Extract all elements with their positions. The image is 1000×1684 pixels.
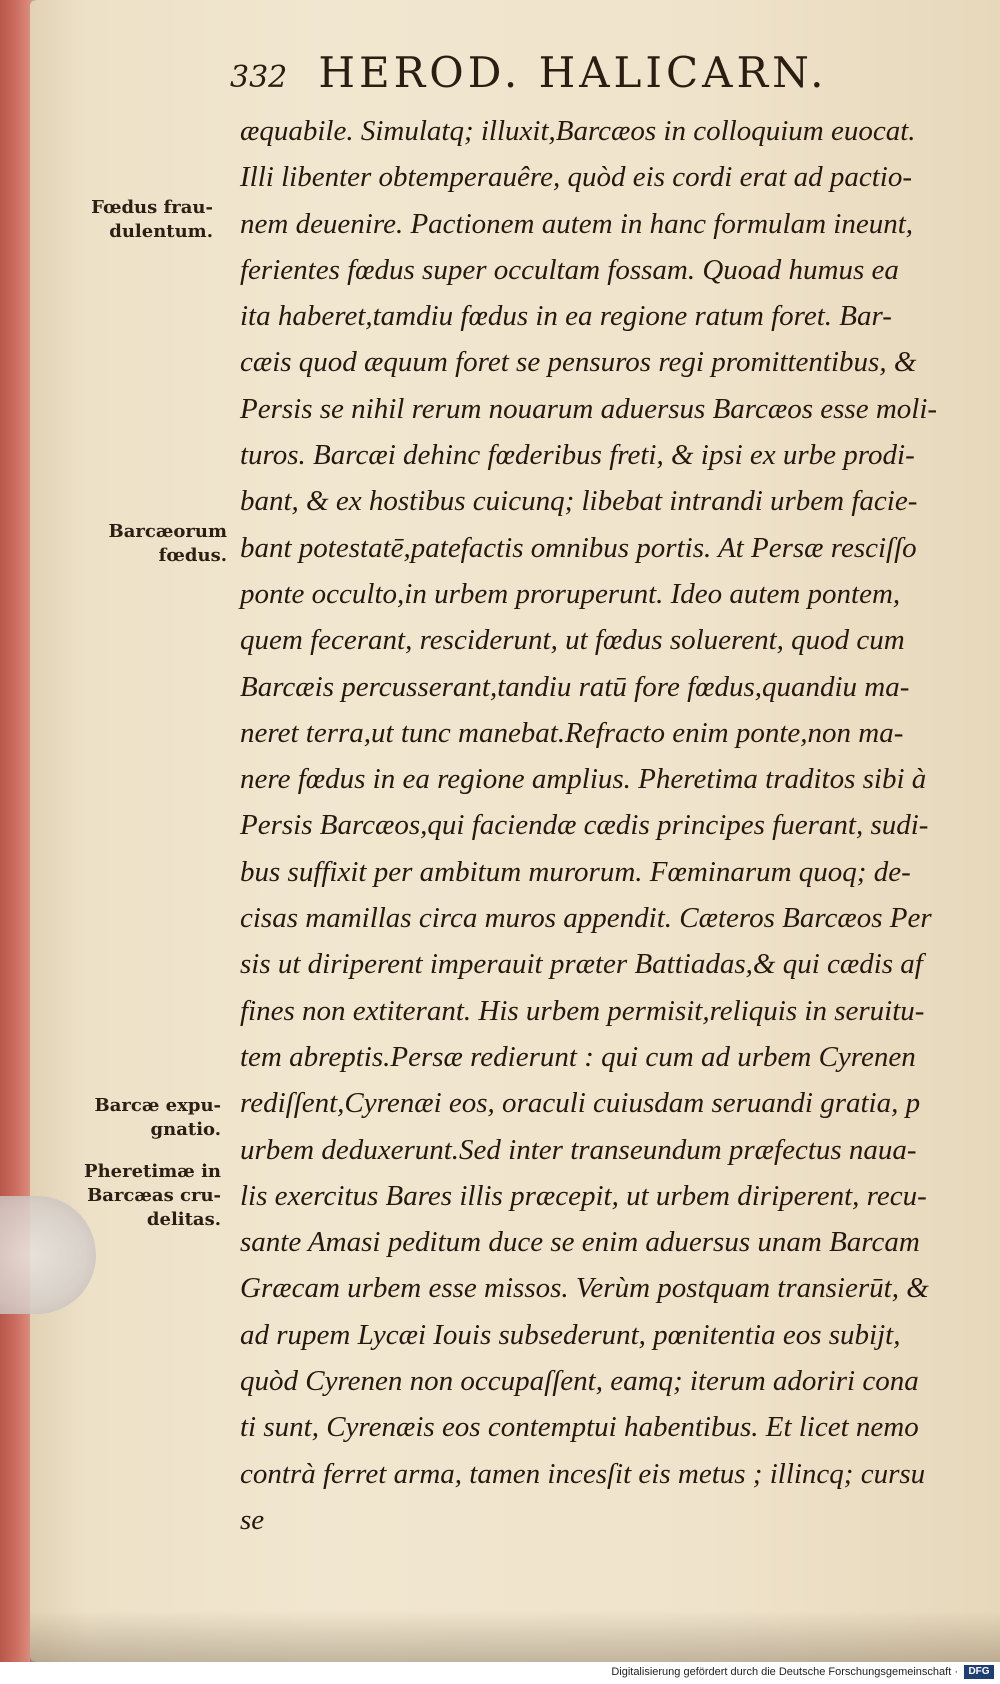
text-line: bant, & ex hostibus cuicunq; libebat intrandi urbem facie- [240,485,918,518]
text-line: nem deuenire. Pactionem autem in hanc formulam ineunt, [240,207,914,240]
marginal-note-line: Barcæorum [108,521,227,542]
text-line: ita haberet,tamdiu fœdus in ea regione ratum foret. Bar- [240,300,892,333]
marginal-note-line: delitas. [146,1209,221,1230]
dfg-logo[interactable]: DFG [964,1665,994,1679]
text-line: quem fecerant, resciderunt, ut fœdus soluerent, quod cum [240,624,905,657]
text-line: rediſſent,Cyrenæi eos, oraculi cuiusdam seruandi gratia, p [240,1087,921,1120]
text-line: Barcæis percusserant,tandiu ratū fore fœdus,quandiu ma- [240,670,910,703]
text-line: lis exercitus Bares illis præcepit, ut urbem diriperent, recu- [240,1179,927,1212]
marginal-note [28,196,213,244]
marginal-note-line: Pheretimæ in [84,1161,221,1182]
text-line: Persis se nihil rerum nouarum aduersus Barcæos esse moli- [240,392,938,425]
text-line: ferientes fœdus super occultam fossam. Quoad humus ea [240,253,899,286]
page-shadow [30,1610,1000,1662]
marginal-note-line: dulentum. [109,221,213,242]
book-edge [0,0,34,1662]
text-line: æquabile. Simulatq; illuxit,Barcæos in colloquium euocat. [240,115,916,147]
text-line: ti sunt, Cyrenæis eos contemptui habentibus. Et licet nemo [240,1411,919,1444]
text-line: turos. Barcæi dehinc fœderibus freti, & ipsi ex urbe prodi- [240,439,915,472]
text-line: sante Amasi peditum duce se enim aduersus unam Barcam [240,1226,920,1259]
text-line: ponte occulto,in urbem proruperunt. Ideo autem pontem, [240,577,901,610]
marginal-note-line: gnatio. [150,1119,221,1140]
running-head: HEROD. HALICARN. [318,48,828,97]
text-line: sis ut diriperent imperauit præter Battiadas,& qui cædis af [240,948,923,981]
text-line: contrà ferret arma, tamen incesſit eis metus ; illincq; cursu [240,1457,926,1490]
text-line: cæis quod æquum foret se pensuros regi promittentibus, & [240,346,917,379]
marginal-note-line: Barcæas cru- [87,1185,221,1206]
text-line: urbem deduxerunt.Sed inter transeundum præfectus naua- [240,1133,917,1166]
text-line: tem abreptis.Persæ redierunt : qui cum ad urbem Cyrenen [240,1040,916,1073]
text-line: neret terra,ut tunc manebat.Refracto enim ponte,non ma- [240,716,904,749]
text-line: fines non extiterant. His urbem permisit,reliquis in seruitu- [240,994,925,1027]
body-text [240,108,980,1543]
text-line: nere fœdus in ea regione amplius. Pheretima traditos sibi à [240,763,927,796]
text-line: ad rupem Lycæi Iouis subsederunt, pœnitentia eos subijt, [240,1318,901,1351]
text-line: Græcam urbem esse missos. Verùm postquam transierūt, & [240,1272,929,1305]
digitization-credit: Digitalisierung gefördert durch die Deutsche Forschungsgemeinschaft · [611,1666,958,1678]
marginal-note [42,520,227,568]
marginal-note [36,1094,221,1142]
marginal-note-line: Barcæ expu- [94,1095,221,1116]
text-line: bant potestatē,patefactis omnibus portis. At Persæ resciſſo [240,531,917,564]
marginal-note-line: Fœdus frau- [91,197,213,218]
text-line: cisas mamillas circa muros appendit. Cæteros Barcæos Per [240,902,932,935]
page-number: 332 [230,60,288,95]
text-line: quòd Cyrenen non occupaſſent, eamq; iterum adoriri cona [240,1365,919,1398]
text-line: bus suffixit per ambitum murorum. Fœminarum quoq; de- [240,855,911,888]
text-line: Illi libenter obtemperauêre, quòd eis cordi erat ad pactio- [240,161,912,194]
marginal-note-line: fœdus. [158,545,227,566]
text-line: Persis Barcæos,qui faciendæ cædis principes fuerant, sudi- [240,809,929,842]
text-line: se [240,1503,265,1536]
page-header [230,48,930,97]
